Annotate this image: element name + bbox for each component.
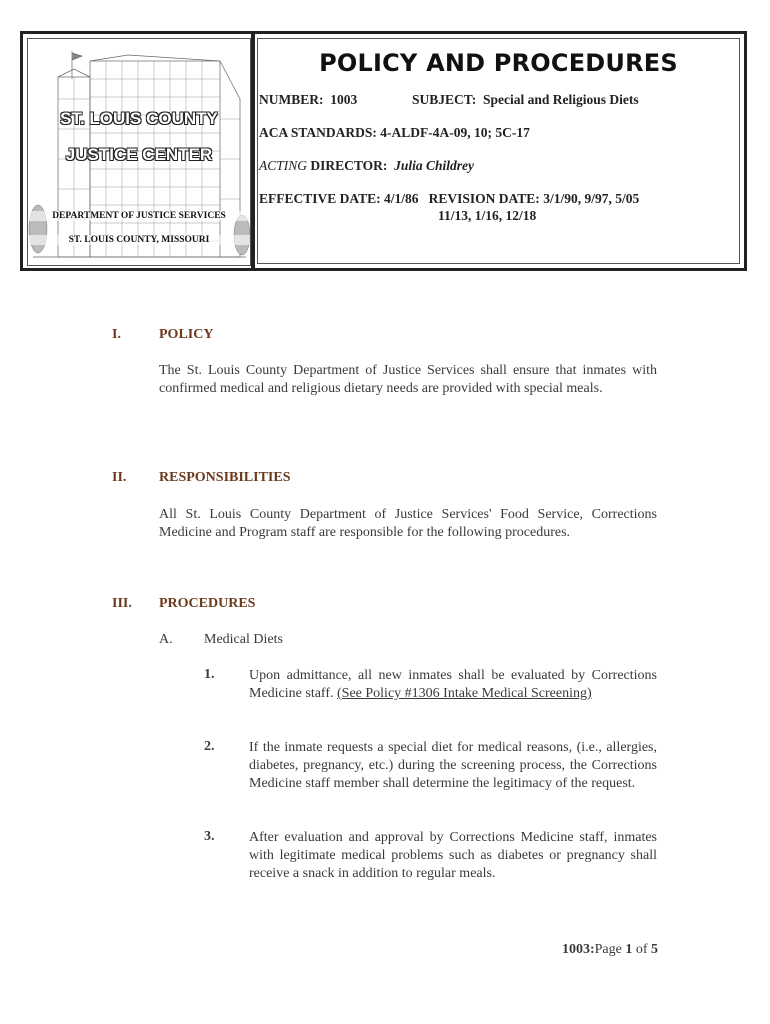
director-line xyxy=(259,158,474,174)
director-label: DIRECTOR: xyxy=(310,158,388,173)
footer-doc-number: 1003: xyxy=(561,942,595,957)
section-title-procedures: PROCEDURES xyxy=(159,596,256,611)
revision-label: REVISION DATE: xyxy=(428,191,540,206)
policy-header-box xyxy=(20,31,747,271)
revision-value-line2: 11/13, 1/16, 12/18 xyxy=(438,208,537,223)
subject-label: SUBJECT: xyxy=(412,92,477,107)
effective-label: EFFECTIVE DATE: xyxy=(259,191,381,206)
procedure-item-text xyxy=(249,667,657,703)
procedure-item-number: 1. xyxy=(204,667,215,682)
logo-county-name: ST. LOUIS COUNTY xyxy=(60,109,218,128)
revision-value-line1: 3/1/90, 9/97, 5/05 xyxy=(543,191,640,206)
footer-of-label: of xyxy=(635,942,648,957)
effective-value: 4/1/86 xyxy=(384,191,419,206)
page-footer xyxy=(562,942,658,958)
number-label: NUMBER: xyxy=(259,92,324,107)
director-acting: ACTING xyxy=(259,158,308,173)
subject-value: Special and Religious Diets xyxy=(483,92,639,107)
subsection-letter: A. xyxy=(159,632,173,647)
section-number: I. xyxy=(112,327,121,342)
footer-page-total: 5 xyxy=(651,942,658,957)
revision-line2 xyxy=(438,208,536,224)
subject-line xyxy=(412,92,639,108)
document-title: POLICY AND PROCEDURES xyxy=(319,49,678,77)
logo-location: ST. LOUIS COUNTY, MISSOURI xyxy=(28,235,250,245)
header-info-panel xyxy=(257,38,740,264)
aca-label: ACA STANDARDS: xyxy=(259,125,377,140)
procedure-item-text: After evaluation and approval by Corrections Medicine staff, inmates with legitimate medical problems such as diabetes or pregnancy shall receive a snack in addition to regular meals. xyxy=(249,830,657,881)
procedure-item-text: If the inmate requests a special diet for medical reasons, (i.e., allergies, diabetes, pregnancy, etc.) during the screening process, the Corrections Medicine staff member shall determine the legitimacy of the request. xyxy=(249,740,657,791)
number-value: 1003 xyxy=(330,92,358,107)
subsection-title-medical-diets: Medical Diets xyxy=(204,632,283,647)
procedure-item-number: 3. xyxy=(204,829,215,844)
aca-standards-line xyxy=(259,125,530,141)
section-number: II. xyxy=(112,470,127,485)
section-title-responsibilities: RESPONSIBILITIES xyxy=(159,470,291,485)
director-value: Julia Childrey xyxy=(394,158,475,173)
procedure-item-number: 2. xyxy=(204,739,215,754)
policy-reference-link[interactable]: (See Policy #1306 Intake Medical Screening) xyxy=(337,686,592,701)
header-divider xyxy=(251,34,255,268)
responsibilities-paragraph: All St. Louis County Department of Justice Services' Food Service, Corrections Medicine and Program staff are responsible for the following procedures. xyxy=(159,507,657,540)
footer-page-current: 1 xyxy=(625,942,633,957)
procedure-item-body: Upon admittance, all new inmates shall be evaluated by Corrections Medicine staff. xyxy=(249,668,657,701)
dates-line xyxy=(259,191,639,207)
section-number: III. xyxy=(112,596,132,611)
aca-value: 4-ALDF-4A-09, 10; 5C-17 xyxy=(380,125,530,140)
justice-center-logo xyxy=(27,38,251,266)
policy-paragraph: The St. Louis County Department of Justice Services shall ensure that inmates with confirmed medical and religious dietary needs are provided with special meals. xyxy=(159,363,657,396)
footer-page-label: Page xyxy=(594,942,622,957)
section-title-policy: POLICY xyxy=(159,327,214,342)
logo-center-name: JUSTICE CENTER xyxy=(65,145,213,164)
policy-number-line xyxy=(259,92,357,108)
logo-department-name: DEPARTMENT OF JUSTICE SERVICES xyxy=(28,211,250,221)
